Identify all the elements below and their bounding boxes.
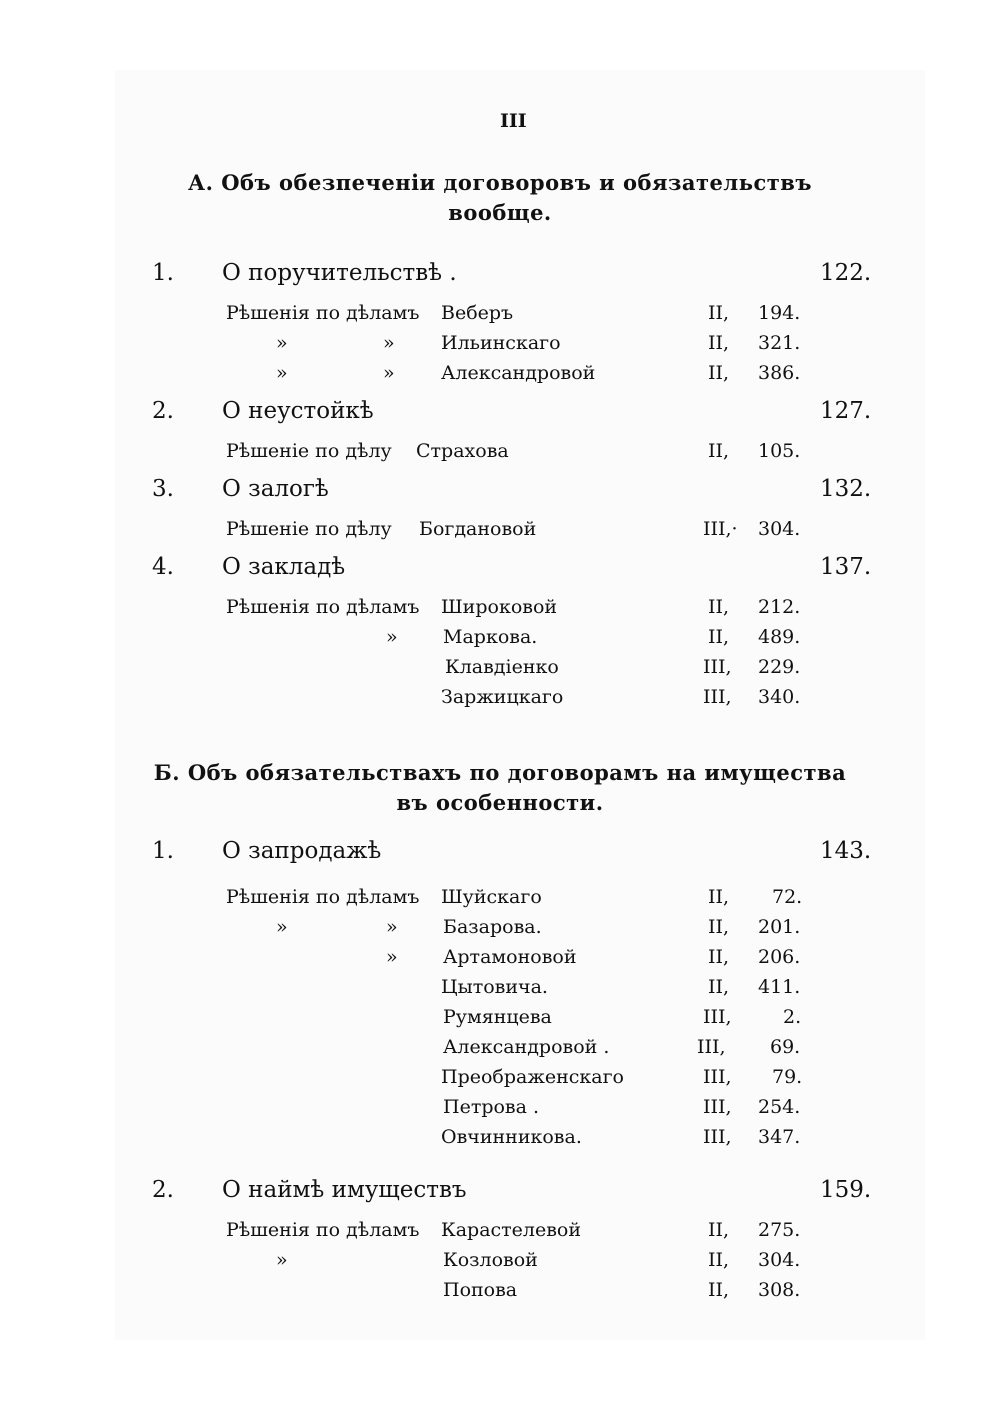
entry-name: Базарова. <box>443 916 542 938</box>
entry-volume: II, <box>708 886 730 908</box>
topic-heading <box>152 476 329 502</box>
ditto-mark: » <box>386 946 398 968</box>
entry-volume: II, <box>708 440 730 462</box>
entry-page: 489. <box>758 626 801 648</box>
entry-page: 347. <box>758 1126 801 1148</box>
entry-name: Шуйскаго <box>441 886 542 908</box>
entry-page: 275. <box>758 1219 801 1241</box>
entry-name: Карастелевой <box>441 1219 582 1241</box>
entry-label: Рѣшеніе по дѣлу <box>226 518 392 540</box>
entry-volume: III, <box>703 1066 732 1088</box>
topic-heading <box>152 260 457 286</box>
entry-volume: II, <box>708 916 730 938</box>
topic-heading <box>152 398 374 424</box>
ditto-mark: » <box>276 332 288 354</box>
entry-volume: III,· <box>703 518 738 540</box>
entry-name: Александровой <box>441 362 596 384</box>
ditto-mark: » <box>383 332 395 354</box>
entry-volume: II, <box>708 1219 730 1241</box>
topic-heading <box>152 1177 467 1203</box>
entry-page: 308. <box>758 1279 801 1301</box>
entry-volume: III, <box>697 1036 726 1058</box>
section-b-title-line2: въ особенности. <box>396 790 604 815</box>
entry-page: 194. <box>758 302 801 324</box>
entry-name: Богдановой <box>419 518 537 540</box>
topic-heading <box>152 554 345 580</box>
topic-title: О залогѣ <box>222 476 329 502</box>
ditto-mark: » <box>276 916 288 938</box>
entry-volume: II, <box>708 946 730 968</box>
entry-name: Веберъ <box>441 302 514 324</box>
section-b-title-line1: Б. Объ обязательствахъ по договорамъ на имущества <box>153 760 847 785</box>
topic-heading <box>152 838 381 864</box>
entry-name: Страхова <box>416 440 509 462</box>
topic-page: 137. <box>820 554 872 580</box>
entry-name: Козловой <box>443 1249 538 1271</box>
entry-name: Преображенскаго <box>441 1066 624 1088</box>
entry-page: 229. <box>758 656 801 678</box>
topic-title: О поручительствѣ . <box>222 260 457 286</box>
entry-name: Клавдіенко <box>445 656 559 678</box>
entry-volume: II, <box>708 1279 730 1301</box>
entry-volume: III, <box>703 686 732 708</box>
topic-number: 2. <box>152 398 174 424</box>
entry-page: 304. <box>758 1249 801 1271</box>
entry-page: 2. <box>783 1006 802 1028</box>
entry-volume: II, <box>708 976 730 998</box>
topic-title: О закладѣ <box>222 554 346 580</box>
ditto-mark: » <box>276 362 288 384</box>
topic-number: 2. <box>152 1177 174 1203</box>
entry-volume: II, <box>708 332 730 354</box>
entry-volume: II, <box>708 626 730 648</box>
page-number: III <box>500 110 527 132</box>
entry-volume: III, <box>703 1126 732 1148</box>
entry-page: 340. <box>758 686 801 708</box>
entry-volume: III, <box>703 656 732 678</box>
section-a-title-line1: А. Объ обезпеченіи договоровъ и обязательствъ <box>188 170 812 195</box>
topic-page: 143. <box>820 838 872 864</box>
entry-volume: III, <box>703 1096 732 1118</box>
entry-name: Заржицкаго <box>441 686 564 708</box>
entry-name: Цытовича. <box>441 976 548 998</box>
entry-name: Александровой . <box>443 1036 610 1058</box>
ditto-mark: » <box>276 1249 288 1271</box>
entry-page: 79. <box>772 1066 803 1088</box>
section-a-title-line2: вообще. <box>448 200 552 225</box>
entry-volume: III, <box>703 1006 732 1028</box>
entry-label: Рѣшенія по дѣламъ <box>226 596 420 618</box>
entry-volume: II, <box>708 596 730 618</box>
entry-page: 206. <box>758 946 801 968</box>
entry-name: Маркова. <box>443 626 538 648</box>
ditto-mark: » <box>386 916 398 938</box>
entry-label: Рѣшеніе по дѣлу <box>226 440 392 462</box>
topic-title: О наймѣ имуществъ <box>222 1177 467 1203</box>
topic-page: 159. <box>820 1177 872 1203</box>
entry-label: Рѣшенія по дѣламъ <box>226 886 420 908</box>
entry-volume: II, <box>708 362 730 384</box>
topic-page: 122. <box>820 260 872 286</box>
entry-name: Петрова . <box>443 1096 540 1118</box>
topic-number: 4. <box>152 554 174 580</box>
entry-label: Рѣшенія по дѣламъ <box>226 302 420 324</box>
entry-name: Овчинникова. <box>441 1126 582 1148</box>
entry-name: Широковой <box>441 596 558 618</box>
entry-page: 212. <box>758 596 801 618</box>
entry-label: Рѣшенія по дѣламъ <box>226 1219 420 1241</box>
entry-name: Румянцева <box>443 1006 552 1028</box>
topic-title: О неустойкѣ <box>222 398 374 424</box>
ditto-mark: » <box>386 626 398 648</box>
topic-title: О запродажѣ <box>222 838 382 864</box>
topic-number: 1. <box>152 838 174 864</box>
topic-page: 132. <box>820 476 872 502</box>
entry-page: 105. <box>758 440 801 462</box>
entry-name: Попова <box>443 1279 518 1301</box>
entry-page: 304. <box>758 518 801 540</box>
entry-page: 411. <box>758 976 801 998</box>
entry-page: 72. <box>772 886 803 908</box>
entry-page: 321. <box>758 332 801 354</box>
entry-volume: II, <box>708 302 730 324</box>
ditto-mark: » <box>383 362 395 384</box>
entry-name: Артамоновой <box>443 946 577 968</box>
topic-number: 3. <box>152 476 174 502</box>
entry-page: 386. <box>758 362 801 384</box>
topic-number: 1. <box>152 260 174 286</box>
entry-page: 254. <box>758 1096 801 1118</box>
entry-volume: II, <box>708 1249 730 1271</box>
entry-page: 201. <box>758 916 801 938</box>
entry-name: Ильинскаго <box>441 332 561 354</box>
topic-page: 127. <box>820 398 872 424</box>
entry-page: 69. <box>770 1036 801 1058</box>
